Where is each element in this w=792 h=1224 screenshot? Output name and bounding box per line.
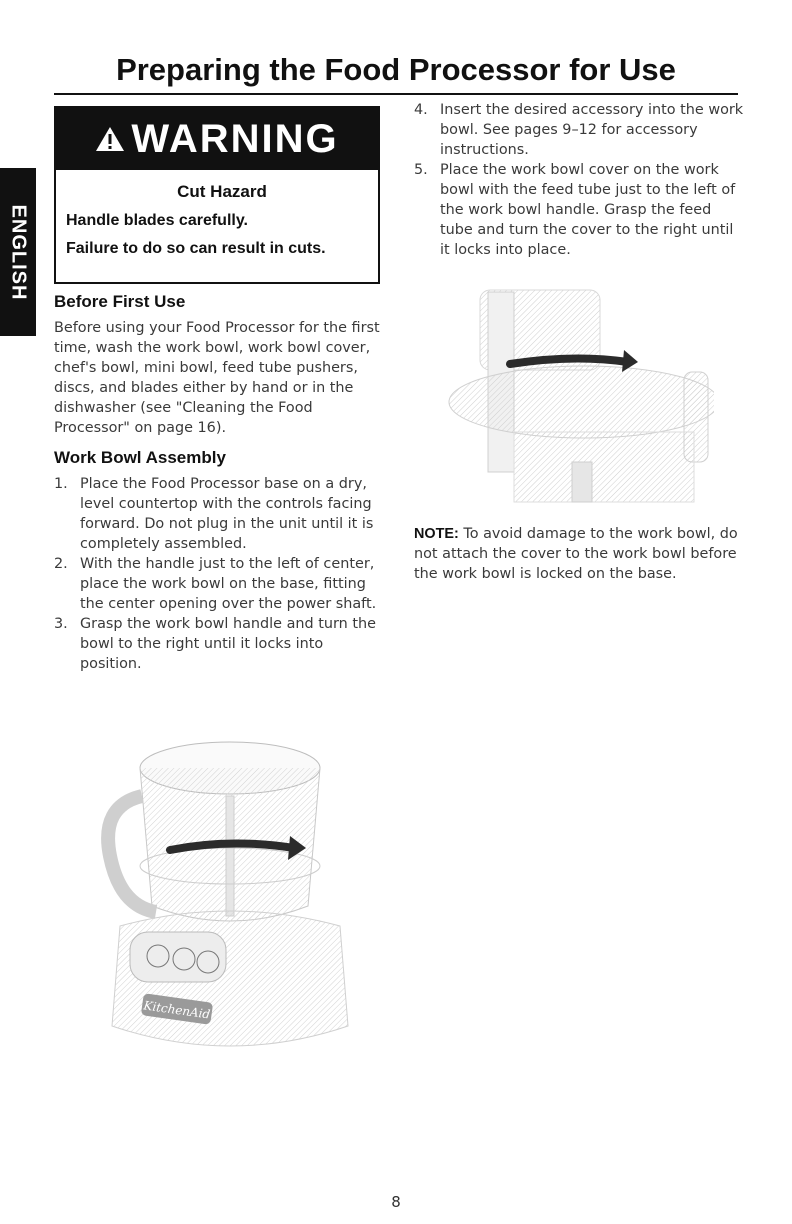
left-column	[54, 292, 384, 674]
note	[414, 524, 744, 594]
page-title: Preparing the Food Processor for Use	[116, 52, 676, 87]
assembly-steps	[54, 474, 384, 674]
brand-logo: KitchenAid	[142, 998, 212, 1022]
warning-title: WARNING	[131, 116, 339, 161]
list-item: 2. With the handle just to the left of center, place the work bowl on the base, fitting the center opening over the power shaft.	[54, 556, 377, 612]
note-text	[414, 524, 744, 584]
warning-line-1: Handle blades carefully.	[66, 212, 248, 229]
before-first-use-heading: Before First Use	[54, 292, 186, 311]
warning-line-2: Failure to do so can result in cuts.	[66, 240, 326, 257]
language-tab	[0, 168, 36, 336]
work-bowl-assembly-heading: Work Bowl Assembly	[54, 448, 226, 467]
list-item: 4. Insert the desired accessory into the work bowl. See pages 9–12 for accessory instructions.	[414, 102, 744, 158]
language-tab-label: ENGLISH	[7, 204, 30, 300]
cover-illustration	[424, 282, 714, 512]
title-divider	[54, 93, 738, 95]
warning-triangle-icon	[95, 125, 125, 153]
list-item: 3. Grasp the work bowl handle and turn the bowl to the right until it locks into position.	[54, 616, 376, 672]
warning-box	[54, 106, 380, 284]
note-body: To avoid damage to the work bowl, do not attach the cover to the work bowl before the work bowl is locked on the base.	[414, 526, 738, 582]
list-item: 1. Place the Food Processor base on a dry, level countertop with the controls facing forward. Do not plug in the unit until it is completely assembled.	[54, 476, 374, 552]
list-item: 5. Place the work bowl cover on the work bowl with the feed tube just to the left of the work bowl handle. Grasp the feed tube and turn the cover to the right until it locks into place.	[414, 162, 736, 258]
right-column	[414, 100, 744, 260]
page-number: 8	[391, 1193, 401, 1211]
note-label: NOTE:	[414, 526, 459, 542]
warning-header	[56, 108, 378, 170]
assembly-steps-continued	[414, 100, 744, 260]
before-first-use-text: Before using your Food Processor for the first time, wash the work bowl, work bowl cover, chef's bowl, mini bowl, feed tube pushers, discs, and blades either by hand or in the dishwasher (see "Cleaning the Food Processor" on page 16).	[54, 320, 380, 436]
work-bowl-illustration	[80, 726, 370, 1056]
hazard-title: Cut Hazard	[177, 182, 267, 201]
